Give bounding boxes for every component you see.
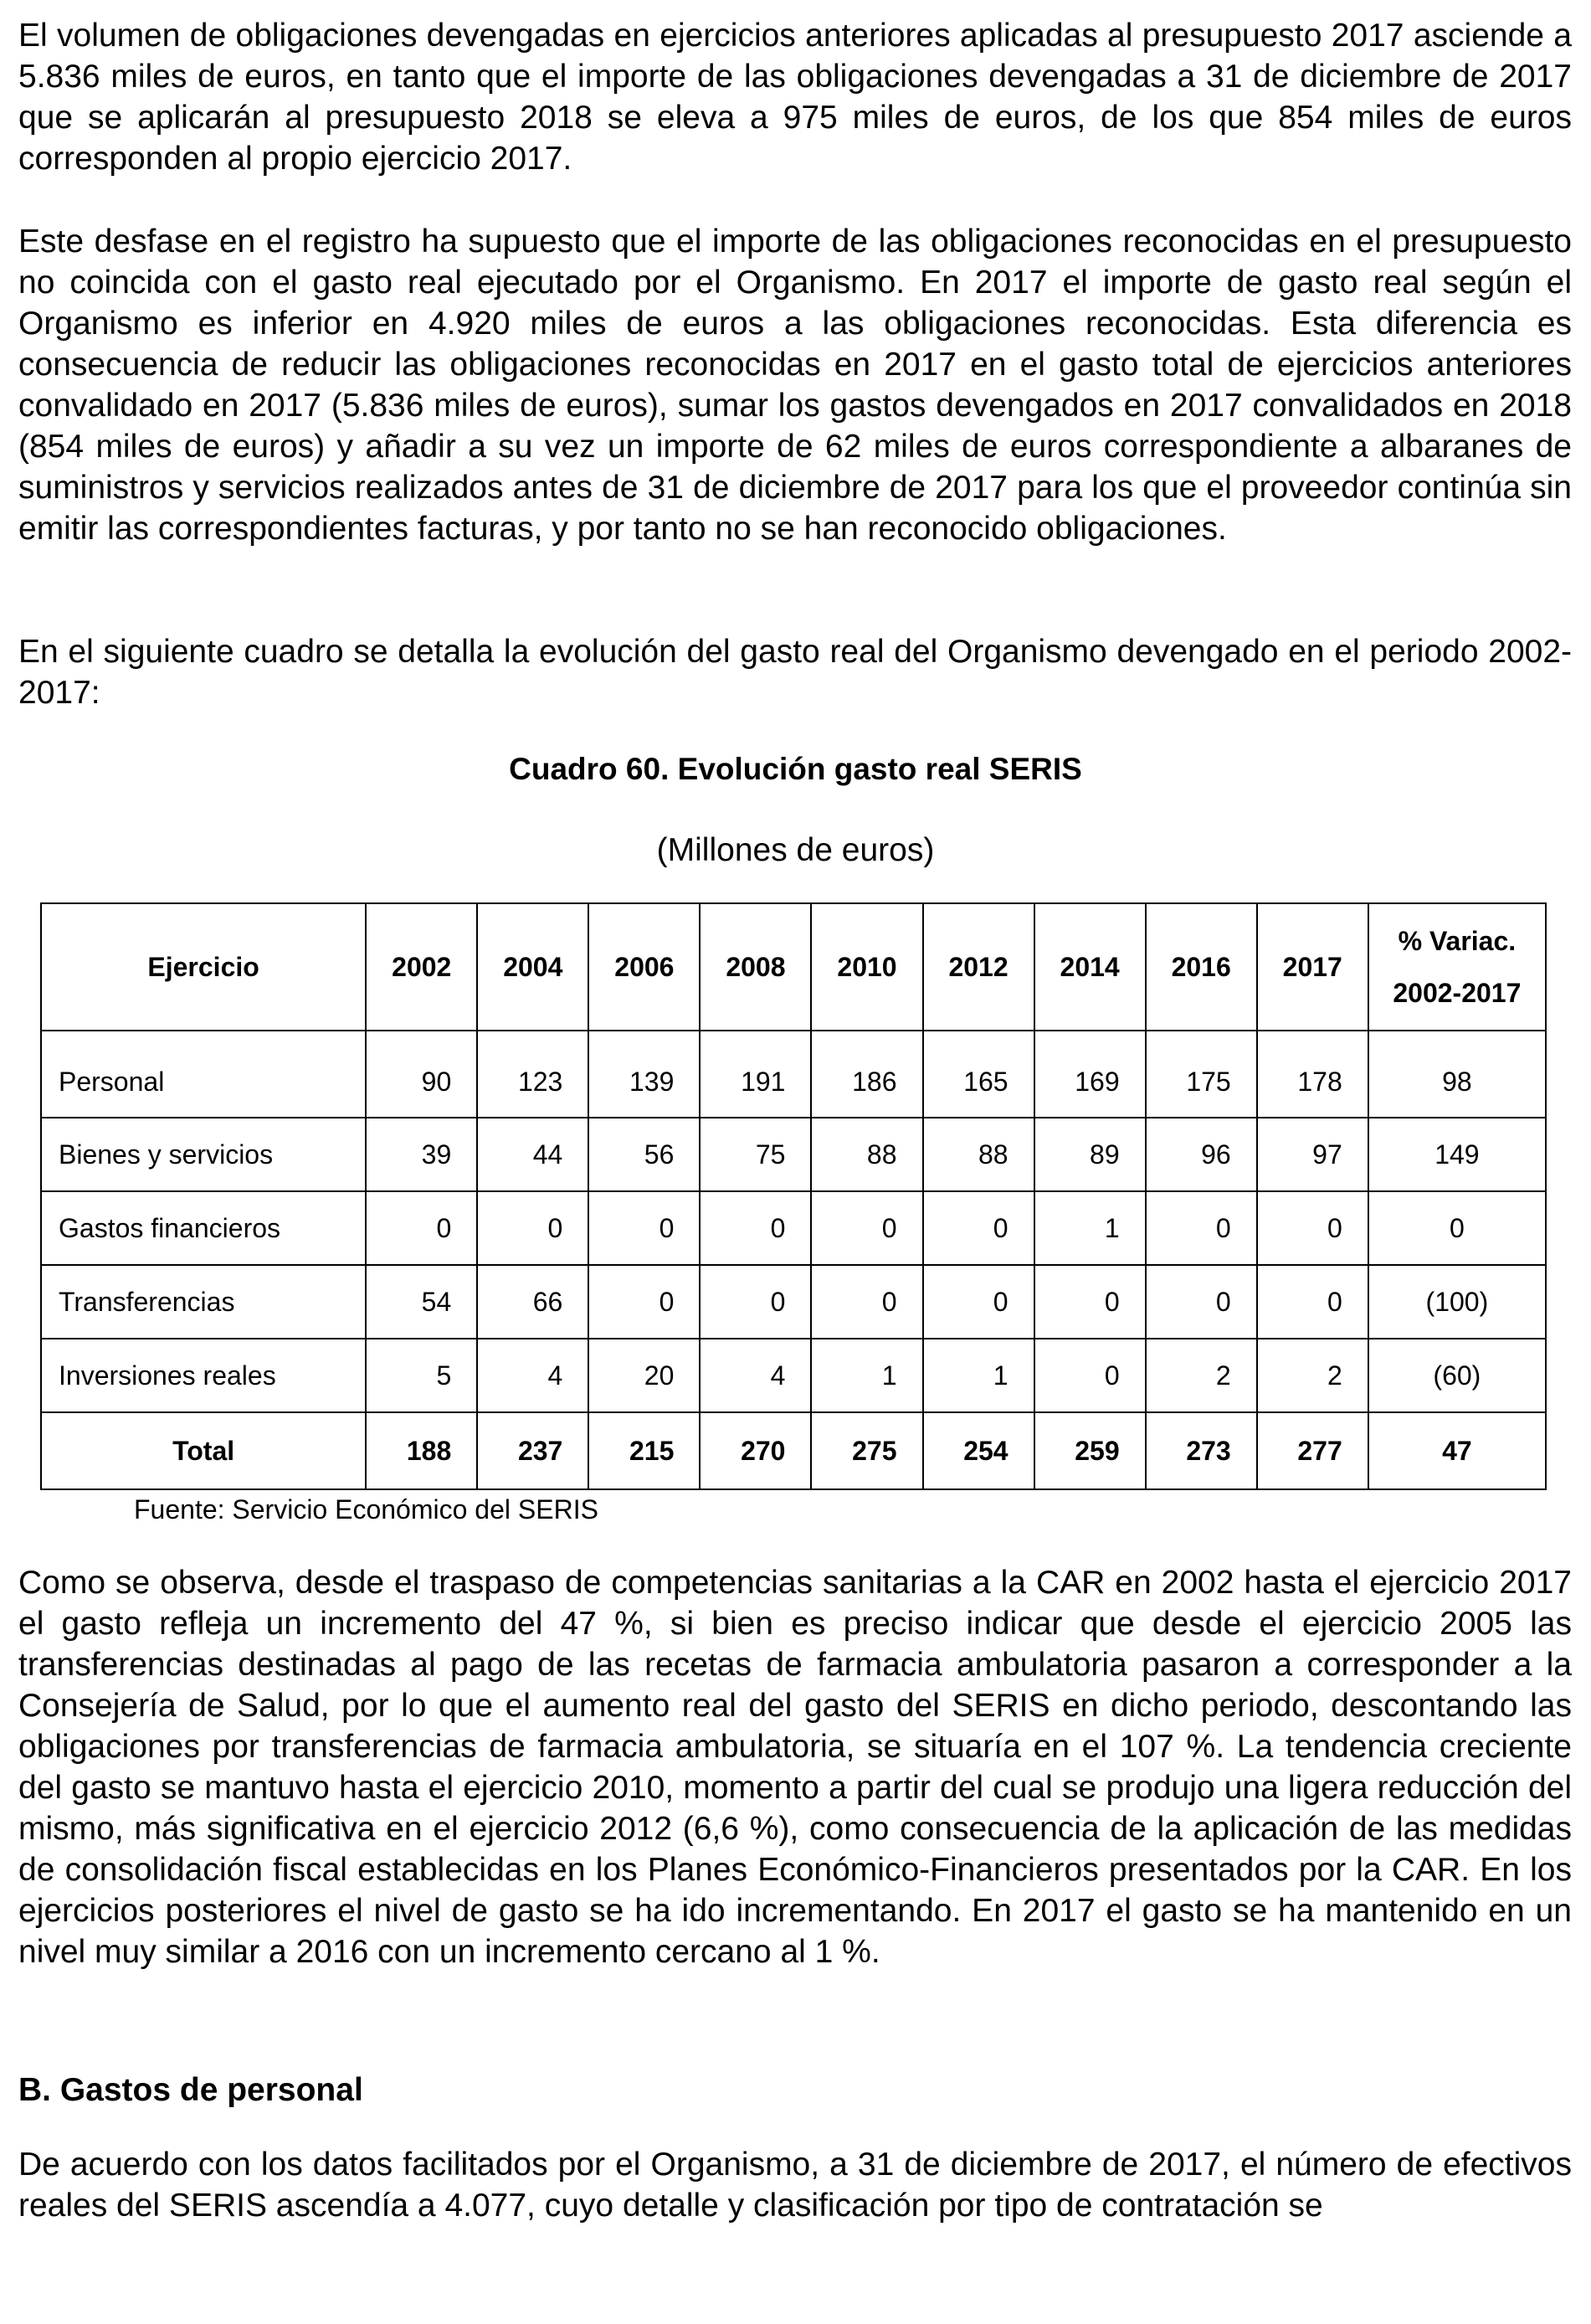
table-cell: 1: [923, 1339, 1034, 1412]
table-cell: 0: [588, 1191, 700, 1265]
table-cell: 139: [588, 1031, 700, 1118]
table-cell: 88: [923, 1118, 1034, 1191]
table-cell: 275: [811, 1412, 922, 1489]
table-cell: 4: [477, 1339, 588, 1412]
header-variation: [1368, 903, 1546, 1031]
table-cell: 2: [1257, 1339, 1368, 1412]
table-cell: 66: [477, 1265, 588, 1339]
table-cell: 0: [923, 1265, 1034, 1339]
table-cell: 0: [1146, 1265, 1257, 1339]
header-year: 2017: [1257, 903, 1368, 1031]
table-cell: 277: [1257, 1412, 1368, 1489]
table-total-row: [41, 1412, 1546, 1489]
table-cell: 5: [366, 1339, 477, 1412]
table-cell-variation: 149: [1368, 1118, 1546, 1191]
row-label: Transferencias: [41, 1265, 366, 1339]
table-cell: 20: [588, 1339, 700, 1412]
table-cell: 123: [477, 1031, 588, 1118]
header-year: 2002: [366, 903, 477, 1031]
table-row: [41, 1118, 1546, 1191]
row-label: Bienes y servicios: [41, 1118, 366, 1191]
table-cell-variation: (60): [1368, 1339, 1546, 1412]
header-year: 2008: [700, 903, 811, 1031]
gasto-real-table: [40, 902, 1547, 1490]
table-cell: 175: [1146, 1031, 1257, 1118]
table-title: Cuadro 60. Evolución gasto real SERIS: [509, 752, 1082, 786]
paragraph-obligaciones: El volumen de obligaciones devengadas en ejercicios anteriores aplicadas al presupuesto 2017 asciende a 5.836 miles de euros, en tanto que el importe de las obligaciones devengadas a 31 de diciembre de 2017 que se aplicarán al presupuesto 2018 se eleva a 975 miles de euros, de los que 854 miles de euros corresponden al propio ejercicio 2017.: [18, 18, 1572, 177]
table-cell: 56: [588, 1118, 700, 1191]
table-cell: 4: [700, 1339, 811, 1412]
table-cell: 169: [1034, 1031, 1146, 1118]
row-label: Gastos financieros: [41, 1191, 366, 1265]
table-row: [41, 1191, 1546, 1265]
table-cell: 0: [1257, 1191, 1368, 1265]
table-cell: 259: [1034, 1412, 1146, 1489]
paragraph-personal: De acuerdo con los datos facilitados por el Organismo, a 31 de diciembre de 2017, el número de efectivos reales del SERIS ascendía a 4.077, cuyo detalle y clasificación por tipo de contratación se: [18, 2147, 1572, 2224]
paragraph-analisis: Como se observa, desde el traspaso de competencias sanitarias a la CAR en 2002 hasta el ejercicio 2017 el gasto refleja un incremento del 47 %, si bien es preciso indicar que desde el ejercicio 2005 las transferencias destinadas al pago de las recetas de farmacia ambulatoria pasaron a corresponder a la Consejería de Salud, por lo que el aumento real del gasto del SERIS en dicho periodo, descontando las obligaciones por transferencias de farmacia ambulatoria, se situaría en el 107 %. La tendencia creciente del gasto se mantuvo hasta el ejercicio 2010, momento a partir del cual se produjo una ligera reducción del mismo, más significativa en el ejercicio 2012 (6,6 %), como consecuencia de la aplicación de las medidas de consolidación fiscal establecidas en los Planes Económico-Financieros presentados por la CAR. En los ejercicios posteriores el nivel de gasto se ha ido incrementando. En 2017 el gasto se ha mantenido en un nivel muy similar a 2016 con un incremento cercano al 1 %.: [18, 1565, 1572, 1970]
table-cell: 96: [1146, 1118, 1257, 1191]
table-cell-variation: 47: [1368, 1412, 1546, 1489]
total-label: Total: [41, 1412, 366, 1489]
row-label: Personal: [41, 1031, 366, 1118]
table-cell: 0: [1034, 1339, 1146, 1412]
table-cell: 0: [811, 1191, 922, 1265]
table-cell: 2: [1146, 1339, 1257, 1412]
table-cell: 54: [366, 1265, 477, 1339]
table-cell: 0: [811, 1265, 922, 1339]
table-cell: 0: [1146, 1191, 1257, 1265]
header-variation-line2: 2002-2017: [1393, 978, 1522, 1008]
header-year: 2010: [811, 903, 922, 1031]
header-year: 2016: [1146, 903, 1257, 1031]
table-cell: 89: [1034, 1118, 1146, 1191]
table-cell: 0: [1257, 1265, 1368, 1339]
table-cell: 88: [811, 1118, 922, 1191]
table-cell: 0: [1034, 1265, 1146, 1339]
table-cell: 273: [1146, 1412, 1257, 1489]
table-cell: 0: [700, 1265, 811, 1339]
table-cell: 97: [1257, 1118, 1368, 1191]
header-year: 2014: [1034, 903, 1146, 1031]
header-year: 2012: [923, 903, 1034, 1031]
table-cell: 188: [366, 1412, 477, 1489]
table-cell: 178: [1257, 1031, 1368, 1118]
table-cell: 75: [700, 1118, 811, 1191]
table-cell-variation: 0: [1368, 1191, 1546, 1265]
header-year: 2006: [588, 903, 700, 1031]
table-cell: 0: [366, 1191, 477, 1265]
table-cell: 1: [1034, 1191, 1146, 1265]
table-units: (Millones de euros): [656, 832, 935, 868]
paragraph-desfase: Este desfase en el registro ha supuesto que el importe de las obligaciones reconocidas en el presupuesto no coincida con el gasto real ejecutado por el Organismo. En 2017 el importe de gasto real según el Organismo es inferior en 4.920 miles de euros a las obligaciones reconocidas. Esta diferencia es consecuencia de reducir las obligaciones reconocidas en 2017 en el gasto total de ejercicios anteriores convalidado en 2017 (5.836 miles de euros), sumar los gastos devengados en 2017 convalidados en 2018 (854 miles de euros) y añadir a su vez un importe de 62 miles de euros correspondiente a albaranes de suministros y servicios realizados antes de 31 de diciembre de 2017 para los que el proveedor continúa sin emitir las correspondientes facturas, y por tanto no se han reconocido obligaciones.: [18, 224, 1572, 547]
table-row: [41, 1031, 1546, 1118]
table-source-note: Fuente: Servicio Económico del SERIS: [134, 1494, 598, 1524]
table-cell-variation: (100): [1368, 1265, 1546, 1339]
header-year: 2004: [477, 903, 588, 1031]
table-cell: 237: [477, 1412, 588, 1489]
table-cell: 191: [700, 1031, 811, 1118]
table-cell: 90: [366, 1031, 477, 1118]
paragraph-intro-cuadro: En el siguiente cuadro se detalla la evolución del gasto real del Organismo devengado en el periodo 2002-2017:: [18, 634, 1572, 711]
table-cell: 0: [700, 1191, 811, 1265]
table-cell: 186: [811, 1031, 922, 1118]
table-cell: 0: [923, 1191, 1034, 1265]
table-cell: 254: [923, 1412, 1034, 1489]
table-cell: 270: [700, 1412, 811, 1489]
row-label: Inversiones reales: [41, 1339, 366, 1412]
table-row: [41, 1339, 1546, 1412]
table-cell: 1: [811, 1339, 922, 1412]
header-ejercicio: Ejercicio: [41, 903, 366, 1031]
table-cell: 0: [477, 1191, 588, 1265]
table-row: [41, 1265, 1546, 1339]
table-cell: 165: [923, 1031, 1034, 1118]
table-cell-variation: 98: [1368, 1031, 1546, 1118]
section-heading: B. Gastos de personal: [18, 2072, 363, 2108]
table-cell: 0: [588, 1265, 700, 1339]
table-cell: 39: [366, 1118, 477, 1191]
table-header-row: [41, 903, 1546, 1031]
table-cell: 215: [588, 1412, 700, 1489]
header-variation-line1: % Variac.: [1398, 926, 1517, 956]
table-cell: 44: [477, 1118, 588, 1191]
